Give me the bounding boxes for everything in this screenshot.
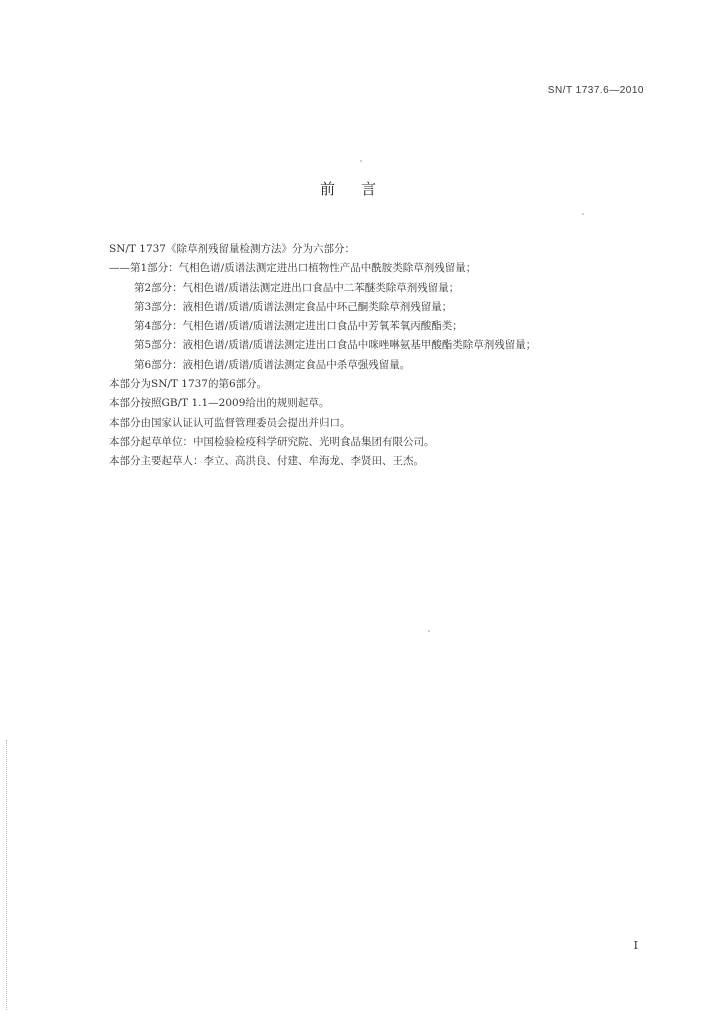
foreword-line: ——第1部分：气相色谱/质谱法测定进出口植物性产品中酰胺类除草剂残留量； xyxy=(109,262,477,275)
foreword-line: 第5部分：液相色谱/质谱/质谱法测定进出口食品中咪唑啉氨基甲酸酯类除草剂残留量； xyxy=(134,339,537,352)
scan-speck xyxy=(582,213,584,215)
foreword-line: 本部分按照GB/T 1.1—2009给出的规则起草。 xyxy=(109,397,330,410)
foreword-line: 第4部分：气相色谱/质谱/质谱法测定进出口食品中芳氧苯氧丙酸酯类； xyxy=(134,320,463,333)
page-number: I xyxy=(633,939,638,952)
foreword-line: 第6部分：液相色谱/质谱/质谱法测定食品中杀草强残留量。 xyxy=(134,358,411,371)
foreword-line: 本部分由国家认证认可监督管理委员会提出并归口。 xyxy=(109,416,351,429)
foreword-line: SN/T 1737《除草剂残留量检测方法》分为六部分： xyxy=(109,243,355,255)
scan-speck xyxy=(428,630,430,632)
scan-speck xyxy=(360,160,362,162)
standard-code: SN/T 1737.6—2010 xyxy=(547,85,644,96)
foreword-line: 第2部分：气相色谱/质谱法测定进出口食品中二苯醚类除草剂残留量； xyxy=(134,281,460,294)
foreword-body xyxy=(109,240,669,472)
foreword-line: 本部分为SN/T 1737的第6部分。 xyxy=(109,378,268,391)
scan-edge-mark xyxy=(6,740,8,1010)
foreword-line: 本部分主要起草人：李立、高洪良、付建、牟海龙、李贤田、王杰。 xyxy=(109,455,424,468)
foreword-line: 第3部分：液相色谱/质谱/质谱法测定食品中环己酮类除草剂残留量； xyxy=(134,300,453,313)
page-title: 前言 xyxy=(319,180,402,198)
foreword-line: 本部分起草单位：中国检验检疫科学研究院、光明食品集团有限公司。 xyxy=(109,435,435,448)
